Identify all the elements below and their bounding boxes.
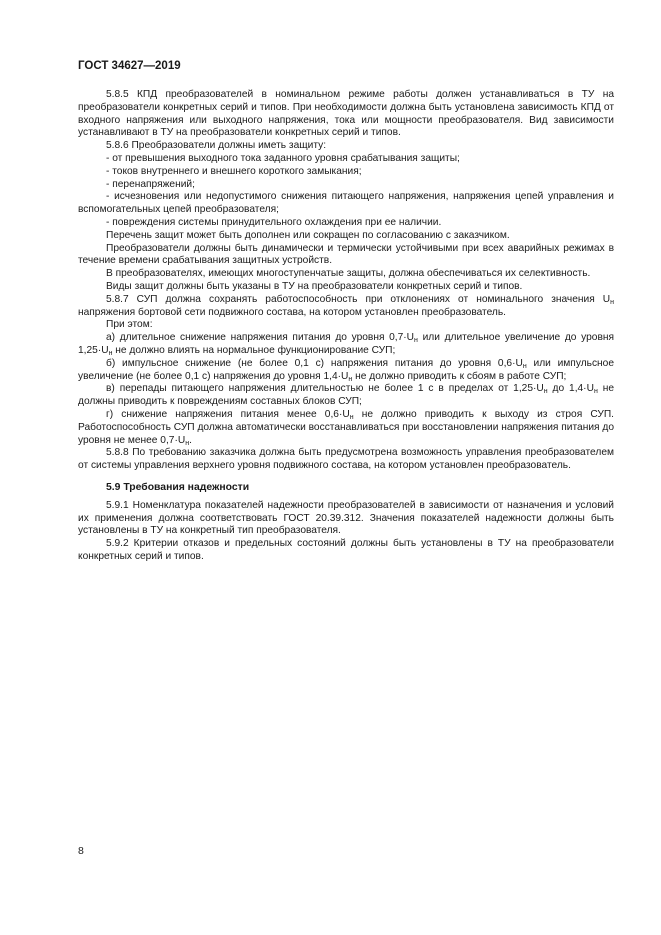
paragraph-5-8-8: 5.8.8 По требованию заказчика должна быть предусмотрена возможность управления преобразователем от системы управления верхнего уровня подвижного состава, на котором установлен преобразователь.	[78, 447, 614, 472]
paragraph-5-8-5: 5.8.5 КПД преобразователей в номинальном режиме работы должен устанавливаться в ТУ на преобразователи конкретных серий и типов. При необходимости должна быть установлена зависимость КПД от входного напряжения или выходного напряжения, тока или мощности преобразователя. Вид зависимости устанавливают в ТУ на преобразователи конкретных серий и типов.	[78, 89, 614, 139]
paragraph-5-8-7-d: г) снижение напряжения питания менее $0,6\cdot U_н$ не должно приводить к выходу из строя СУП. Работоспособность СУП должна автоматически восстанавливаться при восстановлении напряжения питания до уровня не менее $0,7\cdot U_н$.	[78, 408, 614, 447]
list-item-protection: - токов внутреннего и внешнего короткого замыкания;	[106, 165, 362, 177]
paragraph-5-8-6-list-note: Перечень защит может быть дополнен или сокращен по согласованию с заказчиком.	[106, 229, 510, 241]
paragraph-5-8-7-intro: При этом:	[106, 319, 153, 331]
section-heading-5-9: 5.9 Требования надежности	[106, 481, 250, 493]
paragraph-5-9-2: 5.9.2 Критерии отказов и предельных состояний должны быть установлены в ТУ на преобразователи конкретных серий и типов.	[78, 538, 614, 562]
paragraph-5-8-7-c: в) перепады питающего напряжения длительностью не более 1 с в пределах от $1,25\cdot U_н$ до $1,4\cdot U_н$ не должны приводить к повреждениям составных блоков СУП;	[78, 383, 614, 408]
paragraph-5-8-6-types: Виды защит должны быть указаны в ТУ на преобразователи конкретных серий и типов.	[106, 280, 523, 292]
document-body	[78, 89, 614, 564]
paragraph-5-8-6-selectivity: В преобразователях, имеющих многоступенчатые защиты, должна обеспечиваться их селективность.	[106, 268, 591, 280]
paragraph-5-8-6-stability: Преобразователи должны быть динамически и термически устойчивыми при всех аварийных режимах в течение времени срабатывания защитных устройств.	[78, 242, 614, 267]
paragraph-5-8-6-intro: 5.8.6 Преобразователи должны иметь защиту:	[106, 140, 327, 152]
paragraph-5-8-7-b: б) импульсное снижение (не более 0,1 с) напряжения питания до уровня $0,6\cdot U_н$ или импульсное увеличение (не более 0,1 с) напряжения до уровня $1,4\cdot U_н$ не должно приводить к сбоям в работе СУП;	[78, 357, 614, 383]
paragraph-5-8-7-a: а) длительное снижение напряжения питания до уровня $0,7\cdot U_н$ или длительное увеличение до уровня $1,25\cdot U_н$ не должно влиять на нормальное функционирование СУП;	[78, 332, 614, 357]
list-item-protection: - исчезновения или недопустимого снижения питающего напряжения, напряжения цепей управления и вспомогательных цепей преобразователя;	[78, 191, 614, 216]
list-item-protection: - от превышения выходного тока заданного уровня срабатывания защиты;	[106, 152, 460, 164]
paragraph-5-9-1: 5.9.1 Номенклатура показателей надежности преобразователей в зависимости от назначения и условий их применения должна соответствовать ГОСТ 20.39.312. Значения показателей надежности должны быть установлены в ТУ на конкретный тип преобразователя.	[78, 499, 614, 537]
page-number: 8	[78, 845, 84, 857]
list-item-protection: - повреждения системы принудительного охлаждения при ее наличии.	[106, 216, 442, 228]
paragraph-5-8-7: 5.8.7 СУП должна сохранять работоспособность при отклонениях от номинального значения $U_н$ напряжения бортовой сети подвижного состава, на котором установлен преобразователь.	[78, 293, 614, 318]
list-item-protection: - перенапряжений;	[106, 178, 195, 190]
document-header-title: ГОСТ 34627—2019	[78, 60, 181, 72]
